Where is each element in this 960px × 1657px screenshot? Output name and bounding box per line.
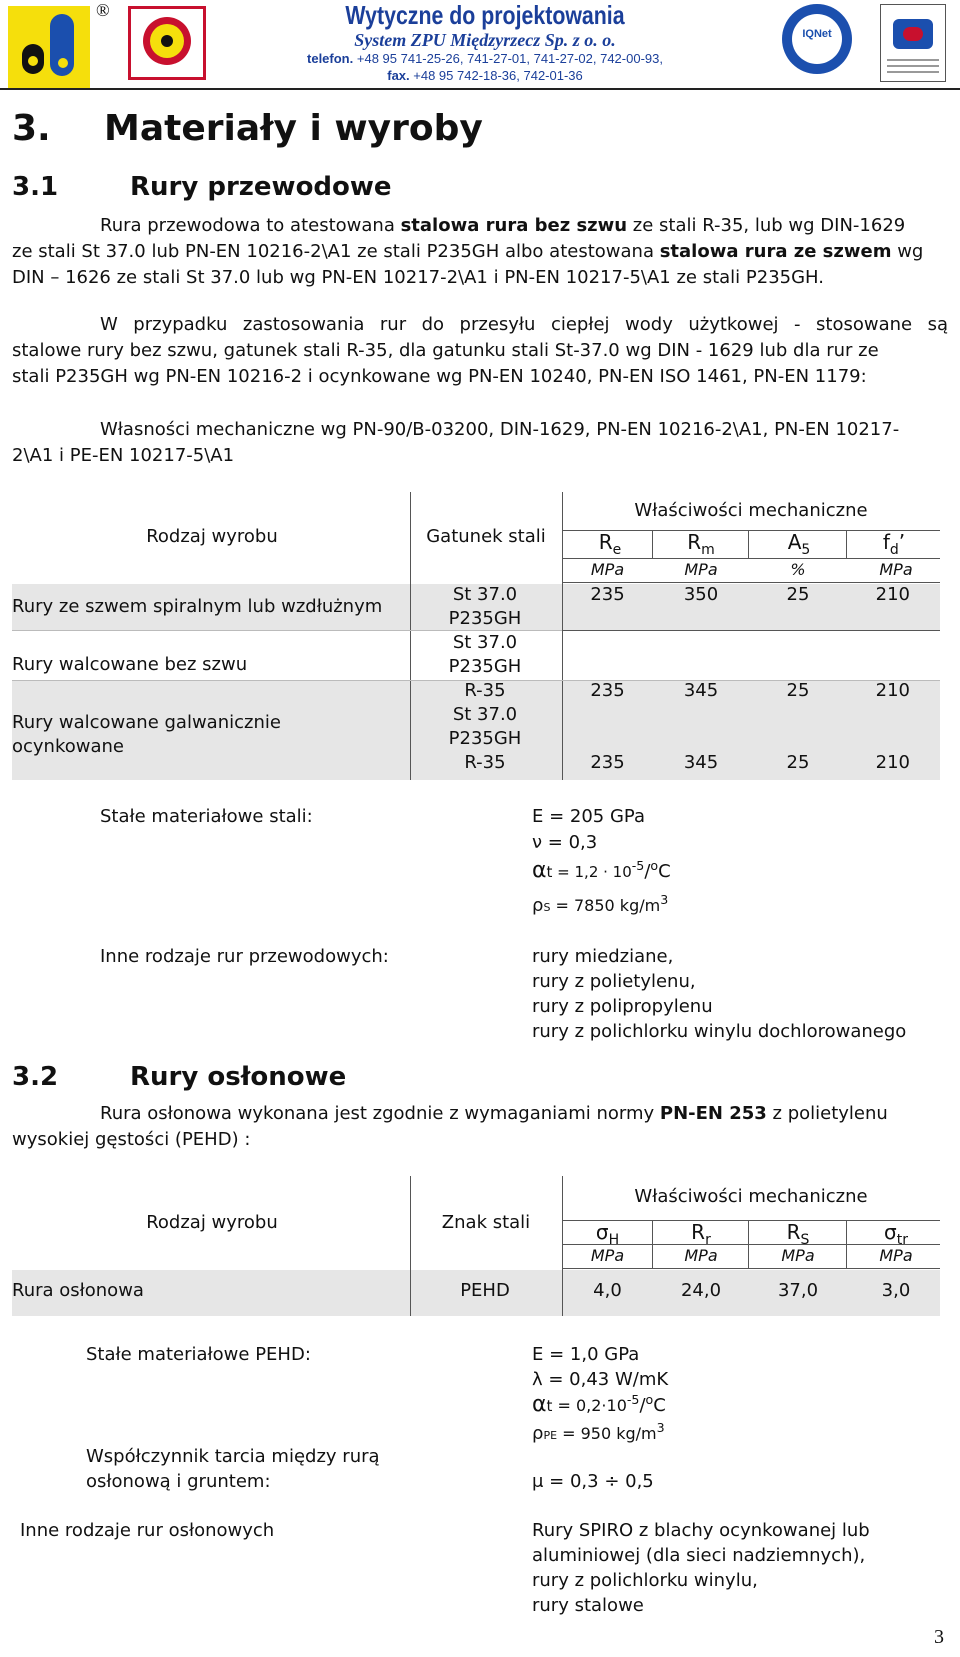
subsection-number: 3.1 <box>12 172 59 202</box>
secondary-logo <box>128 6 206 80</box>
unit-cell: MPa <box>684 1246 718 1265</box>
table-row-grade: P235GH <box>448 656 522 677</box>
table-row-product: Rury walcowane galwanicznie <box>12 712 281 733</box>
pehd-constants-label: Stałe materiałowe PEHD: <box>86 1344 311 1365</box>
quality-system-logo <box>880 4 946 82</box>
table-cell: 210 <box>875 752 910 773</box>
list-item: aluminiowej (dla sieci nadziemnych), <box>532 1545 866 1566</box>
paragraph-line: stali P235GH wg PN-EN 10216-2 i ocynkowane wg PN-EN 10240, PN-EN ISO 1461, PN-EN 1179: <box>12 366 867 387</box>
header-title: Wytyczne do projektowania <box>345 0 625 30</box>
table-row-grade: PEHD <box>460 1280 510 1301</box>
mechanical-properties-table <box>0 492 940 780</box>
table-cell: 235 <box>590 584 625 605</box>
paragraph-line: ze stali St 37.0 lub PN-EN 10216-2\A1 ze stali P235GH albo atestowana stalowa rura ze szwem wg <box>12 241 924 262</box>
column-header-grade: Gatunek stali <box>426 526 546 547</box>
steel-thermal-expansion: $\alpha t = 1,2 \cdot 10^{-5}/^oC$ <box>532 858 671 883</box>
paragraph-line: Rura przewodowa to atestowana stalowa rura bez szwu ze stali R-35, lub wg DIN-1629 <box>100 215 906 236</box>
casing-properties-table <box>0 1176 940 1316</box>
list-item: rury z polichlorku winylu, <box>532 1570 758 1591</box>
param-rm: $R_m$ <box>687 530 715 558</box>
list-item: rury z polichlorku winylu dochlorowanego <box>532 1021 907 1042</box>
table-cell: 210 <box>875 584 910 605</box>
table-cell: 25 <box>786 680 810 701</box>
section-title: Materiały i wyroby <box>104 108 483 149</box>
unit-cell: MPa <box>684 560 718 579</box>
unit-cell: MPa <box>590 560 625 579</box>
steel-constants-label: Stałe materiałowe stali: <box>100 806 313 827</box>
table-cell: 4,0 <box>593 1280 622 1301</box>
list-item: Rury SPIRO z blachy ocynkowanej lub <box>532 1520 870 1541</box>
steel-modulus: E = 205 GPa <box>532 806 646 827</box>
subsection-title: Rury przewodowe <box>130 172 392 202</box>
paragraph-line: stalowe rury bez szwu, gatunek stali R-35, dla gatunku stali St-37.0 wg DIN - 1629 lub dla rur ze <box>12 340 879 361</box>
table-cell: 350 <box>683 584 719 605</box>
pehd-thermal-expansion: $\alpha t = 0,2\cdot 10^{-5}/^oC$ <box>532 1392 666 1417</box>
list-item: rury miedziane, <box>532 946 674 967</box>
subsection-title: Rury osłonowe <box>130 1062 347 1092</box>
header-fax: fax. +48 95 742-18-36, 742-01-36 <box>387 68 583 83</box>
page-number: 3 <box>934 1626 944 1648</box>
header-divider <box>0 88 960 90</box>
column-header-product: Rodzaj wyrobu <box>146 526 278 547</box>
subsection-number: 3.2 <box>12 1062 59 1092</box>
paragraph-line: W przypadku zastosowania rur do przesyłu ciepłej wody użytkowej - stosowane są <box>100 314 948 335</box>
table-cell: 235 <box>590 752 625 773</box>
table-row-grade: P235GH <box>448 608 522 629</box>
steel-density: ρS = 7850 $kg/m^3$ <box>532 892 669 916</box>
param-sigma-tr: $\sigma_{tr}$ <box>884 1220 908 1248</box>
unit-cell: MPa <box>879 1246 913 1265</box>
other-pipes-label: Inne rodzaje rur przewodowych: <box>100 946 389 967</box>
table-row-grade: P235GH <box>448 728 522 749</box>
table-row-product: ocynkowane <box>12 736 124 757</box>
header-phone: telefon. +48 95 741-25-26, 741-27-01, 741-27-02, 742-00-93, <box>307 51 663 66</box>
list-item: rury z polipropylenu <box>532 996 713 1017</box>
paragraph-line: DIN – 1626 ze stali St 37.0 lub wg PN-EN 10217-2\A1 i PN-EN 10217-5\A1 ze stali P235GH. <box>12 267 824 288</box>
friction-label: osłonową i gruntem: <box>86 1471 271 1492</box>
table-row-product: Rura osłonowa <box>12 1280 144 1301</box>
other-casing-label: Inne rodzaje rur osłonowych <box>20 1520 275 1541</box>
pehd-density: ρPE = 950 $kg/m^3$ <box>532 1420 665 1444</box>
table-cell: 25 <box>786 752 810 773</box>
table-cell: 37,0 <box>777 1280 819 1301</box>
table-row-grade: R-35 <box>464 680 506 701</box>
pehd-conductivity: λ = 0,43 W/mK <box>532 1369 669 1390</box>
table-row-grade: St 37.0 <box>452 632 518 653</box>
section-number: 3. <box>12 108 51 149</box>
list-item: rury stalowe <box>532 1595 644 1616</box>
param-sigma-h: $\sigma_H$ <box>595 1220 620 1248</box>
table-cell: 24,0 <box>680 1280 722 1301</box>
group-header: Właściwości mechaniczne <box>634 1186 868 1207</box>
table-cell: 235 <box>590 680 625 701</box>
paragraph-line: Rura osłonowa wykonana jest zgodnie z wymaganiami normy PN-EN 253 z polietylenu <box>100 1103 888 1124</box>
paragraph-line: 2\A1 i PE-EN 10217-5\A1 <box>12 445 235 466</box>
pehd-modulus: E = 1,0 GPa <box>532 1344 640 1365</box>
column-header-grade: Znak stali <box>441 1212 531 1233</box>
unit-cell: MPa <box>590 1246 625 1265</box>
table-row-product: Rury walcowane bez szwu <box>12 654 248 675</box>
steel-poisson: ν = 0,3 <box>532 832 598 853</box>
paragraph-line: wysokiej gęstości (PEHD) : <box>12 1129 251 1150</box>
company-logo <box>8 6 90 88</box>
table-row-grade: St 37.0 <box>452 704 518 725</box>
list-item: rury z polietylenu, <box>532 971 696 992</box>
param-re: $R_e$ <box>598 530 622 558</box>
group-header: Właściwości mechaniczne <box>634 500 868 521</box>
header-company: System ZPU Międzyrzecz Sp. z o. o. <box>354 30 616 50</box>
table-cell: 210 <box>875 680 910 701</box>
table-cell: 345 <box>683 752 719 773</box>
param-rr: $R_r$ <box>691 1220 711 1248</box>
param-fd: $f_d$’ <box>882 530 906 558</box>
table-row-grade: R-35 <box>464 752 506 773</box>
paragraph-line: Własności mechaniczne wg PN-90/B-03200, DIN-1629, PN-EN 10216-2\A1, PN-EN 10217- <box>100 419 900 440</box>
table-cell: 345 <box>683 680 719 701</box>
unit-cell: MPa <box>879 560 913 579</box>
table-cell: 25 <box>786 584 810 605</box>
iqnet-certificate-logo: IQNet <box>782 4 852 74</box>
friction-value: μ = 0,3 ÷ 0,5 <box>532 1471 654 1492</box>
param-rs: $R_S$ <box>786 1220 810 1248</box>
column-header-product: Rodzaj wyrobu <box>146 1212 278 1233</box>
unit-cell: % <box>790 560 806 579</box>
friction-label: Współczynnik tarcia między rurą <box>86 1446 380 1467</box>
table-row-grade: St 37.0 <box>452 584 518 605</box>
registered-mark: ® <box>96 0 110 20</box>
param-a5: $A_5$ <box>787 530 811 558</box>
unit-cell: MPa <box>781 1246 815 1265</box>
table-row-product: Rury ze szwem spiralnym lub wzdłużnym <box>12 596 383 617</box>
table-cell: 3,0 <box>881 1280 911 1301</box>
